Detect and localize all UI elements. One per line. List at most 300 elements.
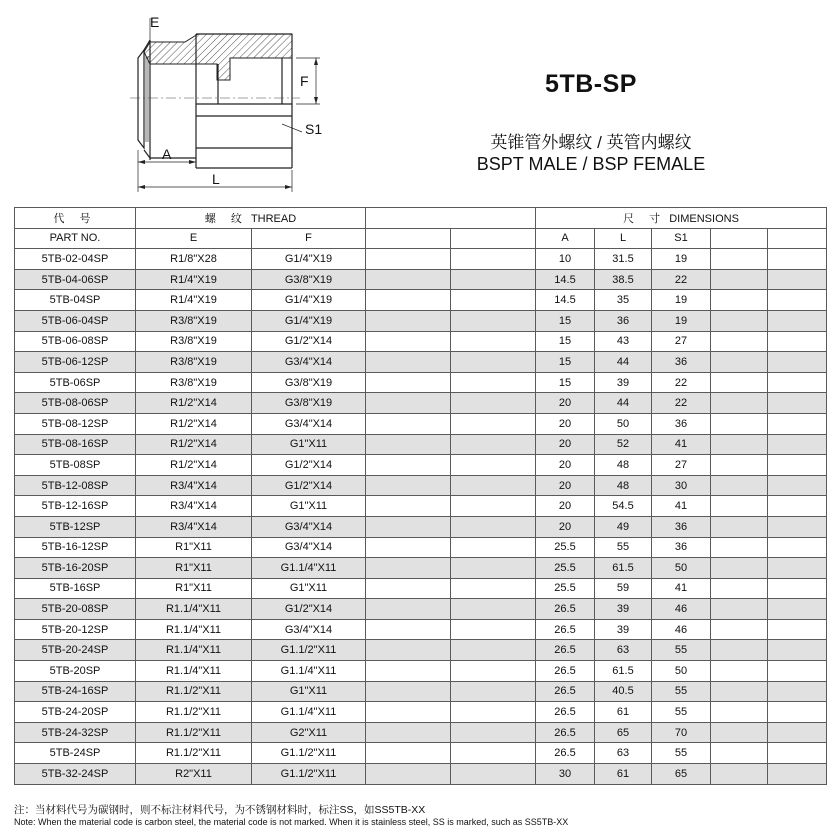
table-row — [15, 269, 827, 290]
cell-empty — [768, 640, 827, 661]
cell-dim-l: 59 — [595, 578, 652, 599]
cell-empty — [366, 640, 451, 661]
cell-empty — [366, 496, 451, 517]
header-thread-cn: 螺 纹 — [204, 212, 248, 225]
cell-empty — [711, 743, 768, 764]
cell-empty — [451, 702, 536, 723]
cell-thread-f: G1/2"X14 — [252, 599, 366, 620]
cell-empty — [768, 413, 827, 434]
cell-empty — [451, 413, 536, 434]
cell-empty — [768, 599, 827, 620]
cell-dim-a: 20 — [536, 475, 595, 496]
cell-empty — [366, 249, 451, 270]
cell-empty — [711, 619, 768, 640]
cell-empty — [366, 372, 451, 393]
cell-thread-e: R1"X11 — [136, 558, 252, 579]
cell-empty — [366, 722, 451, 743]
cell-part-no: 5TB-08-12SP — [15, 413, 136, 434]
cell-thread-f: G1"X11 — [252, 434, 366, 455]
cell-empty — [768, 722, 827, 743]
cell-dim-l: 52 — [595, 434, 652, 455]
cell-empty — [768, 249, 827, 270]
cell-thread-e: R1/2"X14 — [136, 455, 252, 476]
cell-part-no: 5TB-04SP — [15, 290, 136, 311]
table-row — [15, 702, 827, 723]
table-row — [15, 249, 827, 270]
table-row — [15, 516, 827, 537]
cell-dim-l: 35 — [595, 290, 652, 311]
cell-thread-f: G1.1/2"X11 — [252, 764, 366, 785]
cell-dim-s1: 50 — [652, 661, 711, 682]
cell-empty — [768, 764, 827, 785]
cell-dim-s1: 50 — [652, 558, 711, 579]
table-row — [15, 352, 827, 373]
cell-dim-a: 15 — [536, 372, 595, 393]
cell-part-no: 5TB-08SP — [15, 455, 136, 476]
cell-dim-s1: 36 — [652, 537, 711, 558]
cell-empty — [711, 331, 768, 352]
header-dimensions — [536, 208, 827, 229]
cell-thread-e: R1/2"X14 — [136, 393, 252, 414]
cell-thread-e: R3/8"X19 — [136, 310, 252, 331]
cell-thread-f: G1/4"X19 — [252, 249, 366, 270]
cell-thread-f: G3/4"X14 — [252, 352, 366, 373]
cell-dim-a: 20 — [536, 434, 595, 455]
cell-empty — [366, 578, 451, 599]
cell-empty — [451, 661, 536, 682]
cell-empty — [366, 516, 451, 537]
cell-thread-f: G1.1/4"X11 — [252, 702, 366, 723]
cell-dim-a: 15 — [536, 331, 595, 352]
cell-empty — [451, 475, 536, 496]
cell-empty — [366, 599, 451, 620]
subtitle-cn: 英锥管外螺纹 / 英管内螺纹 — [490, 133, 692, 152]
cell-empty — [366, 310, 451, 331]
cell-empty — [711, 537, 768, 558]
cell-empty — [768, 434, 827, 455]
cell-dim-l: 61.5 — [595, 558, 652, 579]
header-dims-cn: 尺 寸 — [623, 212, 667, 225]
cell-empty — [768, 310, 827, 331]
product-title: 5TB-SP — [545, 70, 637, 98]
cell-part-no: 5TB-06SP — [15, 372, 136, 393]
cell-dim-a: 15 — [536, 310, 595, 331]
table-row — [15, 372, 827, 393]
cell-part-no: 5TB-16-12SP — [15, 537, 136, 558]
header-thread — [136, 208, 366, 229]
cell-thread-e: R3/8"X19 — [136, 352, 252, 373]
cell-dim-s1: 46 — [652, 619, 711, 640]
cell-empty — [711, 434, 768, 455]
cell-dim-a: 30 — [536, 764, 595, 785]
cell-thread-e: R1.1/4"X11 — [136, 661, 252, 682]
cell-empty — [451, 455, 536, 476]
cell-dim-s1: 55 — [652, 681, 711, 702]
spec-table — [14, 207, 827, 785]
cell-empty — [711, 702, 768, 723]
cell-thread-f: G1"X11 — [252, 578, 366, 599]
cell-thread-f: G1/2"X14 — [252, 331, 366, 352]
cell-empty — [711, 661, 768, 682]
cell-empty — [711, 578, 768, 599]
cell-thread-f: G3/4"X14 — [252, 619, 366, 640]
cell-thread-e: R1.1/4"X11 — [136, 619, 252, 640]
cell-empty — [451, 619, 536, 640]
cell-thread-e: R1"X11 — [136, 537, 252, 558]
cell-thread-e: R1/4"X19 — [136, 269, 252, 290]
cell-part-no: 5TB-06-12SP — [15, 352, 136, 373]
cell-dim-s1: 55 — [652, 702, 711, 723]
cell-empty — [711, 455, 768, 476]
cell-dim-l: 61.5 — [595, 661, 652, 682]
cell-thread-f: G3/4"X14 — [252, 413, 366, 434]
cell-dim-s1: 19 — [652, 290, 711, 311]
spec-table-body — [15, 208, 827, 785]
cell-dim-l: 44 — [595, 393, 652, 414]
table-row — [15, 578, 827, 599]
cell-empty — [711, 249, 768, 270]
cell-dim-s1: 27 — [652, 331, 711, 352]
cell-dim-s1: 55 — [652, 743, 711, 764]
cell-empty — [366, 681, 451, 702]
cell-dim-l: 50 — [595, 413, 652, 434]
cell-empty — [451, 393, 536, 414]
cell-dim-s1: 22 — [652, 393, 711, 414]
cell-empty — [711, 372, 768, 393]
cell-dim-a: 20 — [536, 455, 595, 476]
header-col-l: L — [595, 228, 652, 249]
cell-empty — [768, 352, 827, 373]
label-a: A — [162, 146, 172, 162]
cell-dim-s1: 70 — [652, 722, 711, 743]
cell-dim-l: 36 — [595, 310, 652, 331]
cell-empty — [366, 331, 451, 352]
note-cn: 注：当材料代号为碳钢时，则不标注材料代号，为不锈钢材料时，标注SS，如SS5TB-XX — [14, 804, 426, 816]
table-row — [15, 290, 827, 311]
cell-dim-a: 25.5 — [536, 558, 595, 579]
cell-empty — [366, 743, 451, 764]
header-dims-en: DIMENSIONS — [669, 212, 739, 225]
table-row — [15, 558, 827, 579]
cell-empty — [366, 558, 451, 579]
cell-empty — [451, 764, 536, 785]
cell-empty — [451, 372, 536, 393]
label-e: E — [150, 14, 160, 30]
cell-empty — [768, 269, 827, 290]
cell-dim-l: 31.5 — [595, 249, 652, 270]
cell-empty — [711, 764, 768, 785]
cell-dim-a: 15 — [536, 352, 595, 373]
cell-part-no: 5TB-24-20SP — [15, 702, 136, 723]
header-thread-en: THREAD — [250, 212, 297, 225]
cell-empty — [768, 619, 827, 640]
header-empty — [711, 228, 768, 249]
cell-dim-s1: 55 — [652, 640, 711, 661]
table-row — [15, 764, 827, 785]
cell-dim-a: 26.5 — [536, 702, 595, 723]
cell-dim-a: 20 — [536, 413, 595, 434]
thread-lines — [146, 56, 148, 142]
cell-empty — [768, 455, 827, 476]
cell-empty — [768, 475, 827, 496]
cell-empty — [366, 290, 451, 311]
cell-dim-s1: 22 — [652, 372, 711, 393]
cell-thread-e: R3/8"X19 — [136, 372, 252, 393]
cell-dim-l: 61 — [595, 764, 652, 785]
cell-thread-e: R1/8"X28 — [136, 249, 252, 270]
header-row-2 — [15, 228, 827, 249]
cell-dim-s1: 36 — [652, 352, 711, 373]
subtitle-en: BSPT MALE / BSP FEMALE — [476, 154, 706, 174]
cell-dim-a: 20 — [536, 496, 595, 517]
cell-dim-l: 55 — [595, 537, 652, 558]
cell-dim-s1: 41 — [652, 434, 711, 455]
table-row — [15, 599, 827, 620]
cell-thread-f: G3/8"X19 — [252, 393, 366, 414]
table-row — [15, 681, 827, 702]
table-row — [15, 661, 827, 682]
label-l: L — [212, 171, 220, 187]
cell-empty — [711, 393, 768, 414]
cell-part-no: 5TB-06-04SP — [15, 310, 136, 331]
table-row — [15, 434, 827, 455]
fitting-drawing — [0, 0, 330, 200]
cell-part-no: 5TB-02-04SP — [15, 249, 136, 270]
cell-empty — [768, 558, 827, 579]
cell-empty — [451, 352, 536, 373]
cell-empty — [711, 496, 768, 517]
cell-thread-f: G1"X11 — [252, 496, 366, 517]
cell-part-no: 5TB-06-08SP — [15, 331, 136, 352]
cell-thread-f: G1/2"X14 — [252, 475, 366, 496]
cell-empty — [366, 269, 451, 290]
cell-empty — [366, 455, 451, 476]
cell-dim-a: 26.5 — [536, 599, 595, 620]
cell-dim-s1: 65 — [652, 764, 711, 785]
table-row — [15, 496, 827, 517]
cell-empty — [711, 558, 768, 579]
cell-part-no: 5TB-04-06SP — [15, 269, 136, 290]
table-row — [15, 537, 827, 558]
cell-part-no: 5TB-08-16SP — [15, 434, 136, 455]
cell-thread-f: G1"X11 — [252, 681, 366, 702]
header-empty — [366, 228, 451, 249]
cell-dim-a: 14.5 — [536, 290, 595, 311]
table-row — [15, 331, 827, 352]
cell-dim-s1: 36 — [652, 516, 711, 537]
cell-dim-s1: 41 — [652, 496, 711, 517]
cell-empty — [768, 661, 827, 682]
label-f: F — [300, 73, 309, 89]
cell-empty — [768, 702, 827, 723]
note-en: Note: When the material code is carbon steel, the material code is not marked. When it is stainless steel, SS is marked, such as SS5TB-XX — [14, 817, 569, 827]
cell-part-no: 5TB-20-24SP — [15, 640, 136, 661]
cell-part-no: 5TB-16SP — [15, 578, 136, 599]
cell-empty — [451, 743, 536, 764]
cell-dim-a: 26.5 — [536, 640, 595, 661]
cell-empty — [451, 310, 536, 331]
header-row-1 — [15, 208, 827, 229]
header-col-e: E — [136, 228, 252, 249]
cell-thread-e: R1/2"X14 — [136, 413, 252, 434]
cell-dim-l: 49 — [595, 516, 652, 537]
cell-empty — [711, 310, 768, 331]
table-row — [15, 413, 827, 434]
cell-empty — [451, 434, 536, 455]
cell-empty — [768, 331, 827, 352]
cell-empty — [366, 702, 451, 723]
cell-part-no: 5TB-12-16SP — [15, 496, 136, 517]
cell-thread-e: R1.1/2"X11 — [136, 743, 252, 764]
cell-empty — [451, 681, 536, 702]
cell-empty — [451, 640, 536, 661]
cell-part-no: 5TB-12-08SP — [15, 475, 136, 496]
header-col-s1: S1 — [652, 228, 711, 249]
cell-dim-a: 25.5 — [536, 537, 595, 558]
cell-empty — [366, 764, 451, 785]
cell-dim-l: 63 — [595, 743, 652, 764]
cell-dim-a: 20 — [536, 516, 595, 537]
cell-empty — [768, 393, 827, 414]
cell-empty — [366, 661, 451, 682]
cell-empty — [768, 496, 827, 517]
cell-thread-f: G1.1/2"X11 — [252, 640, 366, 661]
cell-dim-s1: 30 — [652, 475, 711, 496]
cell-dim-a: 26.5 — [536, 619, 595, 640]
cell-dim-a: 26.5 — [536, 681, 595, 702]
cell-empty — [366, 434, 451, 455]
cell-dim-l: 63 — [595, 640, 652, 661]
cell-part-no: 5TB-08-06SP — [15, 393, 136, 414]
cell-empty — [711, 413, 768, 434]
cell-thread-f: G1.1/2"X11 — [252, 743, 366, 764]
cell-dim-l: 39 — [595, 372, 652, 393]
cell-dim-a: 20 — [536, 393, 595, 414]
cell-part-no: 5TB-24SP — [15, 743, 136, 764]
cell-dim-a: 26.5 — [536, 743, 595, 764]
cell-thread-e: R1.1/4"X11 — [136, 640, 252, 661]
cell-dim-a: 10 — [536, 249, 595, 270]
cell-empty — [711, 475, 768, 496]
cell-dim-l: 43 — [595, 331, 652, 352]
cell-thread-f: G1.1/4"X11 — [252, 558, 366, 579]
cell-part-no: 5TB-24-32SP — [15, 722, 136, 743]
cell-dim-a: 25.5 — [536, 578, 595, 599]
cell-empty — [366, 352, 451, 373]
cell-dim-s1: 19 — [652, 249, 711, 270]
cell-part-no: 5TB-20-08SP — [15, 599, 136, 620]
cell-empty — [366, 537, 451, 558]
cell-part-no: 5TB-32-24SP — [15, 764, 136, 785]
cell-thread-f: G3/8"X19 — [252, 269, 366, 290]
cell-thread-e: R3/8"X19 — [136, 331, 252, 352]
cell-dim-l: 39 — [595, 599, 652, 620]
cell-dim-l: 38.5 — [595, 269, 652, 290]
cell-thread-e: R1.1/2"X11 — [136, 702, 252, 723]
cell-thread-f: G1/4"X19 — [252, 290, 366, 311]
cell-dim-s1: 19 — [652, 310, 711, 331]
cell-empty — [711, 681, 768, 702]
table-row — [15, 475, 827, 496]
cell-empty — [768, 290, 827, 311]
cell-empty — [768, 681, 827, 702]
cell-dim-s1: 22 — [652, 269, 711, 290]
cell-empty — [711, 290, 768, 311]
cell-empty — [768, 372, 827, 393]
cell-empty — [366, 393, 451, 414]
cell-empty — [768, 743, 827, 764]
cell-thread-e: R1"X11 — [136, 578, 252, 599]
header-empty — [768, 228, 827, 249]
cell-dim-l: 48 — [595, 455, 652, 476]
cell-thread-e: R1/2"X14 — [136, 434, 252, 455]
header-blank — [366, 208, 536, 229]
table-row — [15, 743, 827, 764]
cell-thread-f: G3/4"X14 — [252, 537, 366, 558]
cell-empty — [711, 640, 768, 661]
table-row — [15, 722, 827, 743]
cell-empty — [711, 599, 768, 620]
cell-thread-f: G3/4"X14 — [252, 516, 366, 537]
cell-empty — [366, 475, 451, 496]
cell-empty — [711, 722, 768, 743]
cell-empty — [366, 413, 451, 434]
cell-dim-s1: 27 — [652, 455, 711, 476]
cell-dim-l: 65 — [595, 722, 652, 743]
table-row — [15, 393, 827, 414]
cell-empty — [366, 619, 451, 640]
cell-dim-s1: 46 — [652, 599, 711, 620]
cell-part-no: 5TB-20-12SP — [15, 619, 136, 640]
cell-dim-a: 14.5 — [536, 269, 595, 290]
table-row — [15, 619, 827, 640]
cell-empty — [711, 516, 768, 537]
cell-thread-e: R1/4"X19 — [136, 290, 252, 311]
cell-dim-l: 48 — [595, 475, 652, 496]
cell-empty — [451, 722, 536, 743]
cell-dim-a: 26.5 — [536, 722, 595, 743]
cell-dim-l: 61 — [595, 702, 652, 723]
table-row — [15, 640, 827, 661]
cell-dim-l: 54.5 — [595, 496, 652, 517]
cell-empty — [451, 578, 536, 599]
cell-empty — [451, 290, 536, 311]
cell-dim-a: 26.5 — [536, 661, 595, 682]
cell-empty — [711, 269, 768, 290]
cell-part-no: 5TB-16-20SP — [15, 558, 136, 579]
cell-thread-e: R2"X11 — [136, 764, 252, 785]
cell-thread-f: G1.1/4"X11 — [252, 661, 366, 682]
cell-dim-s1: 41 — [652, 578, 711, 599]
cell-thread-e: R1.1/2"X11 — [136, 722, 252, 743]
cell-empty — [768, 516, 827, 537]
cell-thread-e: R3/4"X14 — [136, 475, 252, 496]
table-row — [15, 455, 827, 476]
cell-empty — [451, 249, 536, 270]
header-part-no: PART NO. — [15, 228, 136, 249]
cell-thread-f: G1/2"X14 — [252, 455, 366, 476]
header-code-cn: 代 号 — [15, 208, 136, 229]
cell-empty — [451, 537, 536, 558]
cell-empty — [451, 599, 536, 620]
label-s1: S1 — [305, 121, 323, 137]
header-col-a: A — [536, 228, 595, 249]
cell-part-no: 5TB-12SP — [15, 516, 136, 537]
cell-thread-f: G3/8"X19 — [252, 372, 366, 393]
cell-thread-e: R1.1/4"X11 — [136, 599, 252, 620]
cell-thread-e: R3/4"X14 — [136, 496, 252, 517]
cell-empty — [768, 578, 827, 599]
